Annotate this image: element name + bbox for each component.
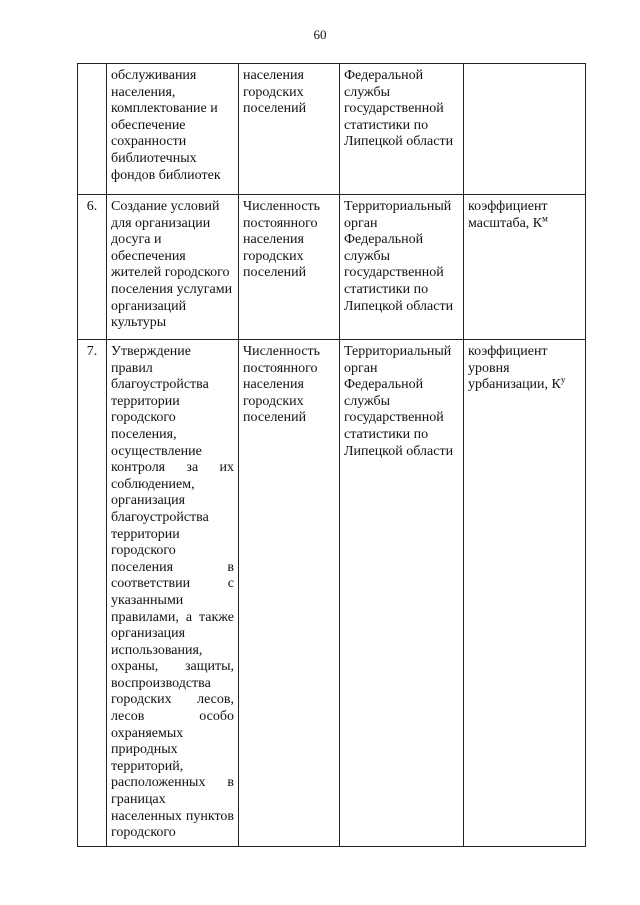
- table-row: [78, 195, 586, 340]
- indicator-cell: Численность постоянного населения городских поселений: [239, 195, 340, 340]
- table-row: [78, 340, 586, 847]
- row-number: 7.: [78, 340, 107, 847]
- coefficient-cell: [464, 195, 586, 340]
- row-number: [78, 64, 107, 195]
- coefficient-text: коэффициент уровня урбанизации, К: [468, 344, 561, 393]
- function-name-cell: Создание условий для организации досуга и обеспечения жителей городского поселения услугами организаций культуры: [107, 195, 239, 340]
- data-source-cell: Федеральной службы государственной статистики по Липецкой области: [340, 64, 464, 195]
- row-number: 6.: [78, 195, 107, 340]
- page-number: 60: [313, 27, 327, 42]
- coefficient-superscript: м: [542, 212, 548, 223]
- coefficient-cell: [464, 64, 586, 195]
- indicators-table: [77, 63, 586, 847]
- indicator-cell: населения городских поселений: [239, 64, 340, 195]
- function-name-cell: обслуживания населения, комплектование и обеспечение сохранности библиотечных фондов библиотек: [107, 64, 239, 195]
- data-source-cell: Территориальный орган Федеральной службы государственной статистики по Липецкой области: [340, 195, 464, 340]
- function-name-cell: Утверждение правил благоустройства территории городского поселения, осуществление контроля за их соблюдением, организация благоустройства территории городского поселения в соответствии с указанными правилами, а также организация использования, охраны, защиты, воспроизводства городских лесов, лесов особо охраняемых природных территорий, расположенных в границах населенных пунктов городского: [107, 340, 239, 847]
- coefficient-text: коэффициент масштаба, К: [468, 199, 548, 231]
- coefficient-superscript: у: [560, 374, 566, 385]
- coefficient-cell: [464, 340, 586, 847]
- data-source-cell: Территориальный орган Федеральной службы государственной статистики по Липецкой области: [340, 340, 464, 847]
- indicator-cell: Численность постоянного населения городских поселений: [239, 340, 340, 847]
- table-row: [78, 64, 586, 195]
